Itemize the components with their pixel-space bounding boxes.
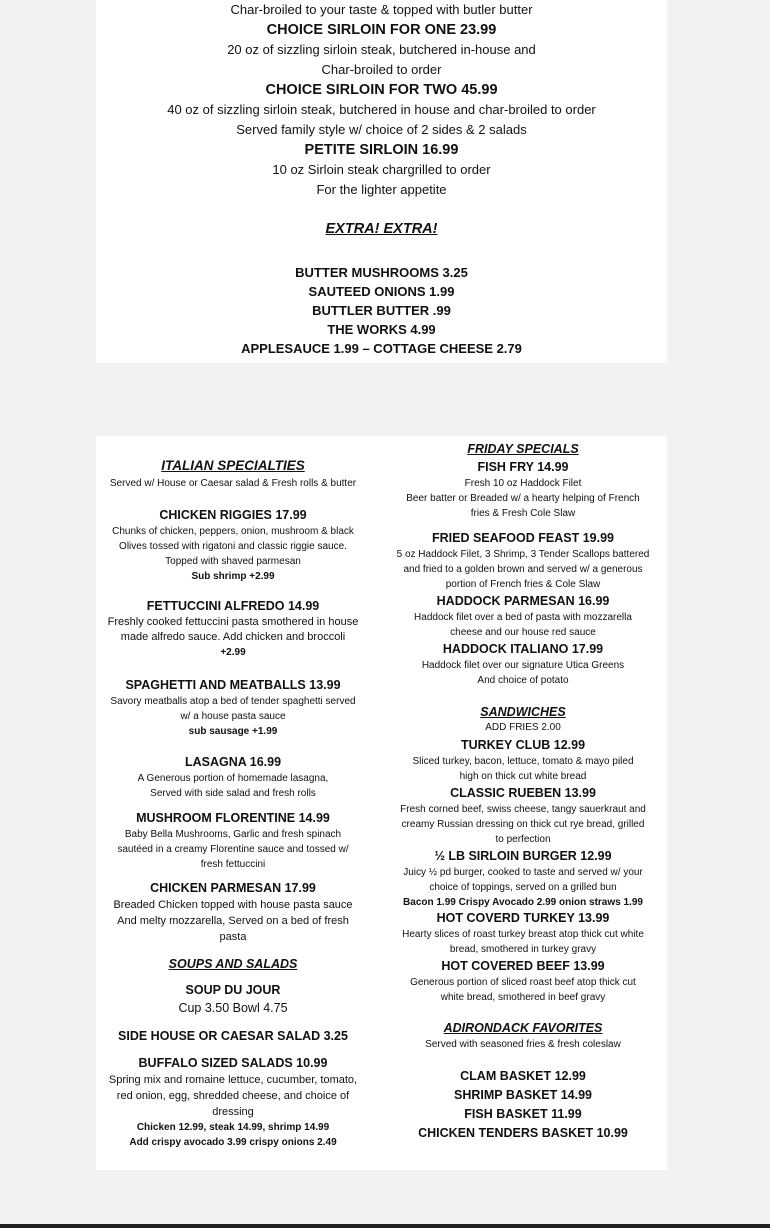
item-desc: fries & Fresh Cole Slaw — [470, 508, 576, 519]
extra-item: APPLESAUCE 1.99 – COTTAGE CHEESE 2.79 — [241, 341, 522, 356]
menu-item-fish-fry — [386, 458, 660, 521]
item-title: MUSHROOM FLORENTINE 14.99 — [136, 811, 330, 825]
item-title: HADDOCK PARMESAN 16.99 — [436, 594, 610, 608]
item-desc: Savory meatballs atop a bed of tender spaghetti served — [110, 696, 356, 707]
item-title: HOT COVERED BEEF 13.99 — [441, 959, 605, 973]
item-desc: A Generous portion of homemade lasagna, — [137, 773, 329, 784]
item-desc: w/ a house pasta sauce — [180, 711, 286, 722]
menu-item-haddock-parmesan — [386, 592, 660, 640]
item-desc: Served family style w/ choice of 2 sides & 2 salads — [236, 122, 527, 137]
item-desc: Haddock filet over a bed of pasta with mozzarella — [414, 612, 632, 623]
item-desc: to perfection — [495, 834, 551, 845]
basket-item: CHICKEN TENDERS BASKET 10.99 — [418, 1126, 628, 1140]
friday-specials-heading: FRIDAY SPECIALS — [467, 442, 579, 456]
extra-item: THE WORKS 4.99 — [327, 322, 436, 337]
italian-subtitle: Served w/ House or Caesar salad & Fresh rolls & butter — [109, 478, 357, 489]
steak-desc: Char-broiled to your taste & topped with butler butter — [230, 2, 533, 17]
menu-item-spaghetti — [96, 676, 370, 739]
item-desc: Breaded Chicken topped with house pasta sauce — [113, 899, 353, 911]
item-desc: Hearty slices of roast turkey breast atop thick cut white — [402, 929, 644, 940]
menu-item-sirloin-burger — [386, 847, 660, 910]
item-desc: fresh fettuccini — [200, 859, 266, 870]
item-desc: Olives tossed with rigatoni and classic riggie sauce. — [119, 541, 347, 552]
item-title: FETTUCCINI ALFREDO 14.99 — [146, 599, 320, 613]
italian-specialties-heading: ITALIAN SPECIALTIES — [161, 458, 305, 473]
item-desc: bread, smothered in turkey gravy — [449, 944, 597, 955]
menu-item-turkey-club — [386, 736, 660, 784]
item-addon: Bacon 1.99 Crispy Avocado 2.99 onion straws 1.99 — [403, 897, 643, 908]
item-desc: Sliced turkey, bacon, lettuce, tomato & mayo piled — [412, 756, 634, 767]
soups-salads-heading: SOUPS AND SALADS — [168, 957, 298, 971]
item-desc: 20 oz of sizzling sirloin steak, butchered in-house and — [227, 42, 536, 57]
item-addon: Add crispy avocado 3.99 crispy onions 2.49 — [129, 1137, 337, 1148]
item-desc: 5 oz Haddock Filet, 3 Shrimp, 3 Tender Scallops battered — [396, 549, 650, 560]
item-desc: pasta — [219, 931, 247, 943]
item-desc: 40 oz of sizzling sirloin steak, butchered in house and char-broiled to order — [167, 102, 596, 117]
item-title: BUFFALO SIZED SALADS 10.99 — [138, 1056, 328, 1070]
menu-item-hot-beef — [386, 957, 660, 1005]
menu-item-chicken-parmesan — [96, 879, 370, 945]
item-addon: Sub shrimp +2.99 — [191, 571, 275, 582]
item-title: SOUP DU JOUR — [185, 983, 281, 997]
item-desc: Beer batter or Breaded w/ a hearty helping of French — [406, 493, 640, 504]
item-desc: made alfredo sauce. Add chicken and broccoli — [120, 631, 346, 643]
item-title: CHICKEN RIGGIES 17.99 — [159, 508, 307, 522]
item-desc: And melty mozzarella, Served on a bed of fresh — [117, 915, 349, 927]
extra-item: BUTTLER BUTTER .99 — [312, 303, 451, 318]
sandwiches-heading: SANDWICHES — [480, 705, 566, 719]
item-desc: Topped with shaved parmesan — [165, 556, 301, 567]
item-desc: red onion, egg, shredded cheese, and choice of — [116, 1090, 350, 1102]
item-desc: And choice of potato — [477, 675, 569, 686]
item-title: CHOICE SIRLOIN FOR TWO 45.99 — [265, 82, 498, 98]
item-title: HADDOCK ITALIANO 17.99 — [442, 642, 604, 656]
menu-item-classic-rueben — [386, 784, 660, 847]
item-desc: Generous portion of sliced roast beef atop thick cut — [410, 977, 636, 988]
item-title: TURKEY CLUB 12.99 — [460, 738, 586, 752]
item-desc: 10 oz Sirloin steak chargrilled to order — [272, 162, 491, 177]
item-desc: cheese and our house red sauce — [450, 627, 596, 638]
item-addon: sub sausage +1.99 — [188, 726, 278, 737]
basket-item: FISH BASKET 11.99 — [464, 1107, 582, 1121]
item-desc: For the lighter appetite — [316, 182, 447, 197]
item-desc: dressing — [212, 1106, 254, 1118]
menu-item-riggies — [96, 506, 370, 584]
item-title: CHOICE SIRLOIN FOR ONE 23.99 — [266, 22, 497, 38]
item-title: CHICKEN PARMESAN 17.99 — [150, 881, 316, 895]
item-desc: Chunks of chicken, peppers, onion, mushroom & black — [112, 526, 354, 537]
extra-extra-heading: EXTRA! EXTRA! — [325, 221, 438, 237]
adirondack-subtitle: Served with seasoned fries & fresh coleslaw — [425, 1039, 621, 1050]
item-desc: Fresh 10 oz Haddock Filet — [464, 478, 582, 489]
item-desc: portion of French fries & Cole Slaw — [445, 579, 601, 590]
item-desc: Char-broiled to order — [321, 62, 442, 77]
item-title: CLASSIC RUEBEN 13.99 — [450, 786, 596, 800]
menu-item-alfredo — [96, 597, 370, 660]
item-desc: Baby Bella Mushrooms, Garlic and fresh spinach — [124, 829, 342, 840]
menu-item-side-salad: SIDE HOUSE OR CAESAR SALAD 3.25 — [118, 1029, 348, 1043]
item-desc: Freshly cooked fettuccini pasta smothered in house — [107, 616, 359, 628]
item-desc: white bread, smothered in beef gravy — [440, 992, 606, 1003]
extras-list — [96, 263, 667, 358]
item-desc: choice of toppings, served on a grilled bun — [429, 882, 617, 893]
item-desc: Haddock filet over our signature Utica Greens — [421, 660, 625, 671]
menu-page-top — [96, 0, 667, 363]
item-desc: sautéed in a creamy Florentine sauce and tossed w/ — [117, 844, 349, 855]
menu-page-bottom — [96, 436, 667, 1170]
item-desc: Juicy ½ pd burger, cooked to taste and served w/ your — [403, 867, 643, 878]
item-addon: +2.99 — [220, 647, 246, 658]
menu-item-seafood-feast — [386, 529, 660, 592]
bottom-divider — [0, 1224, 770, 1228]
item-title: SPAGHETTI AND MEATBALLS 13.99 — [125, 678, 341, 692]
item-title: LASAGNA 16.99 — [184, 755, 282, 769]
item-desc: and fried to a golden brown and served w/ a generous — [403, 564, 643, 575]
item-desc: Spring mix and romaine lettuce, cucumber, tomato, — [108, 1074, 358, 1086]
item-desc: creamy Russian dressing on thick cut rye bread, grilled — [401, 819, 645, 830]
sandwiches-subtitle: ADD FRIES 2.00 — [485, 722, 561, 733]
item-title: HOT COVERD TURKEY 13.99 — [436, 911, 610, 925]
menu-item-haddock-italiano — [386, 640, 660, 688]
item-desc: high on thick cut white bread — [459, 771, 587, 782]
baskets-list — [386, 1067, 660, 1143]
item-addon: Chicken 12.99, steak 14.99, shrimp 14.99 — [136, 1122, 330, 1133]
extra-item: SAUTEED ONIONS 1.99 — [308, 284, 455, 299]
menu-item-soup — [96, 981, 370, 1017]
basket-item: CLAM BASKET 12.99 — [460, 1069, 586, 1083]
adirondack-favorites-heading: ADIRONDACK FAVORITES — [443, 1021, 603, 1035]
item-desc: Fresh corned beef, swiss cheese, tangy sauerkraut and — [400, 804, 646, 815]
menu-item-hot-turkey — [386, 909, 660, 957]
extra-item: BUTTER MUSHROOMS 3.25 — [295, 265, 468, 280]
menu-item-mushroom-florentine — [96, 809, 370, 872]
item-title: FRIED SEAFOOD FEAST 19.99 — [432, 531, 614, 545]
basket-item: SHRIMP BASKET 14.99 — [453, 1088, 592, 1102]
item-title: ½ LB SIRLOIN BURGER 12.99 — [434, 849, 612, 863]
item-desc: Served with side salad and fresh rolls — [150, 788, 316, 799]
steak-section — [96, 0, 667, 200]
menu-item-buffalo-salads — [96, 1054, 370, 1150]
item-price: Cup 3.50 Bowl 4.75 — [178, 1001, 288, 1015]
item-title: PETITE SIRLOIN 16.99 — [304, 142, 459, 158]
menu-item-lasagna — [96, 753, 370, 801]
item-title: FISH FRY 14.99 — [477, 460, 569, 474]
